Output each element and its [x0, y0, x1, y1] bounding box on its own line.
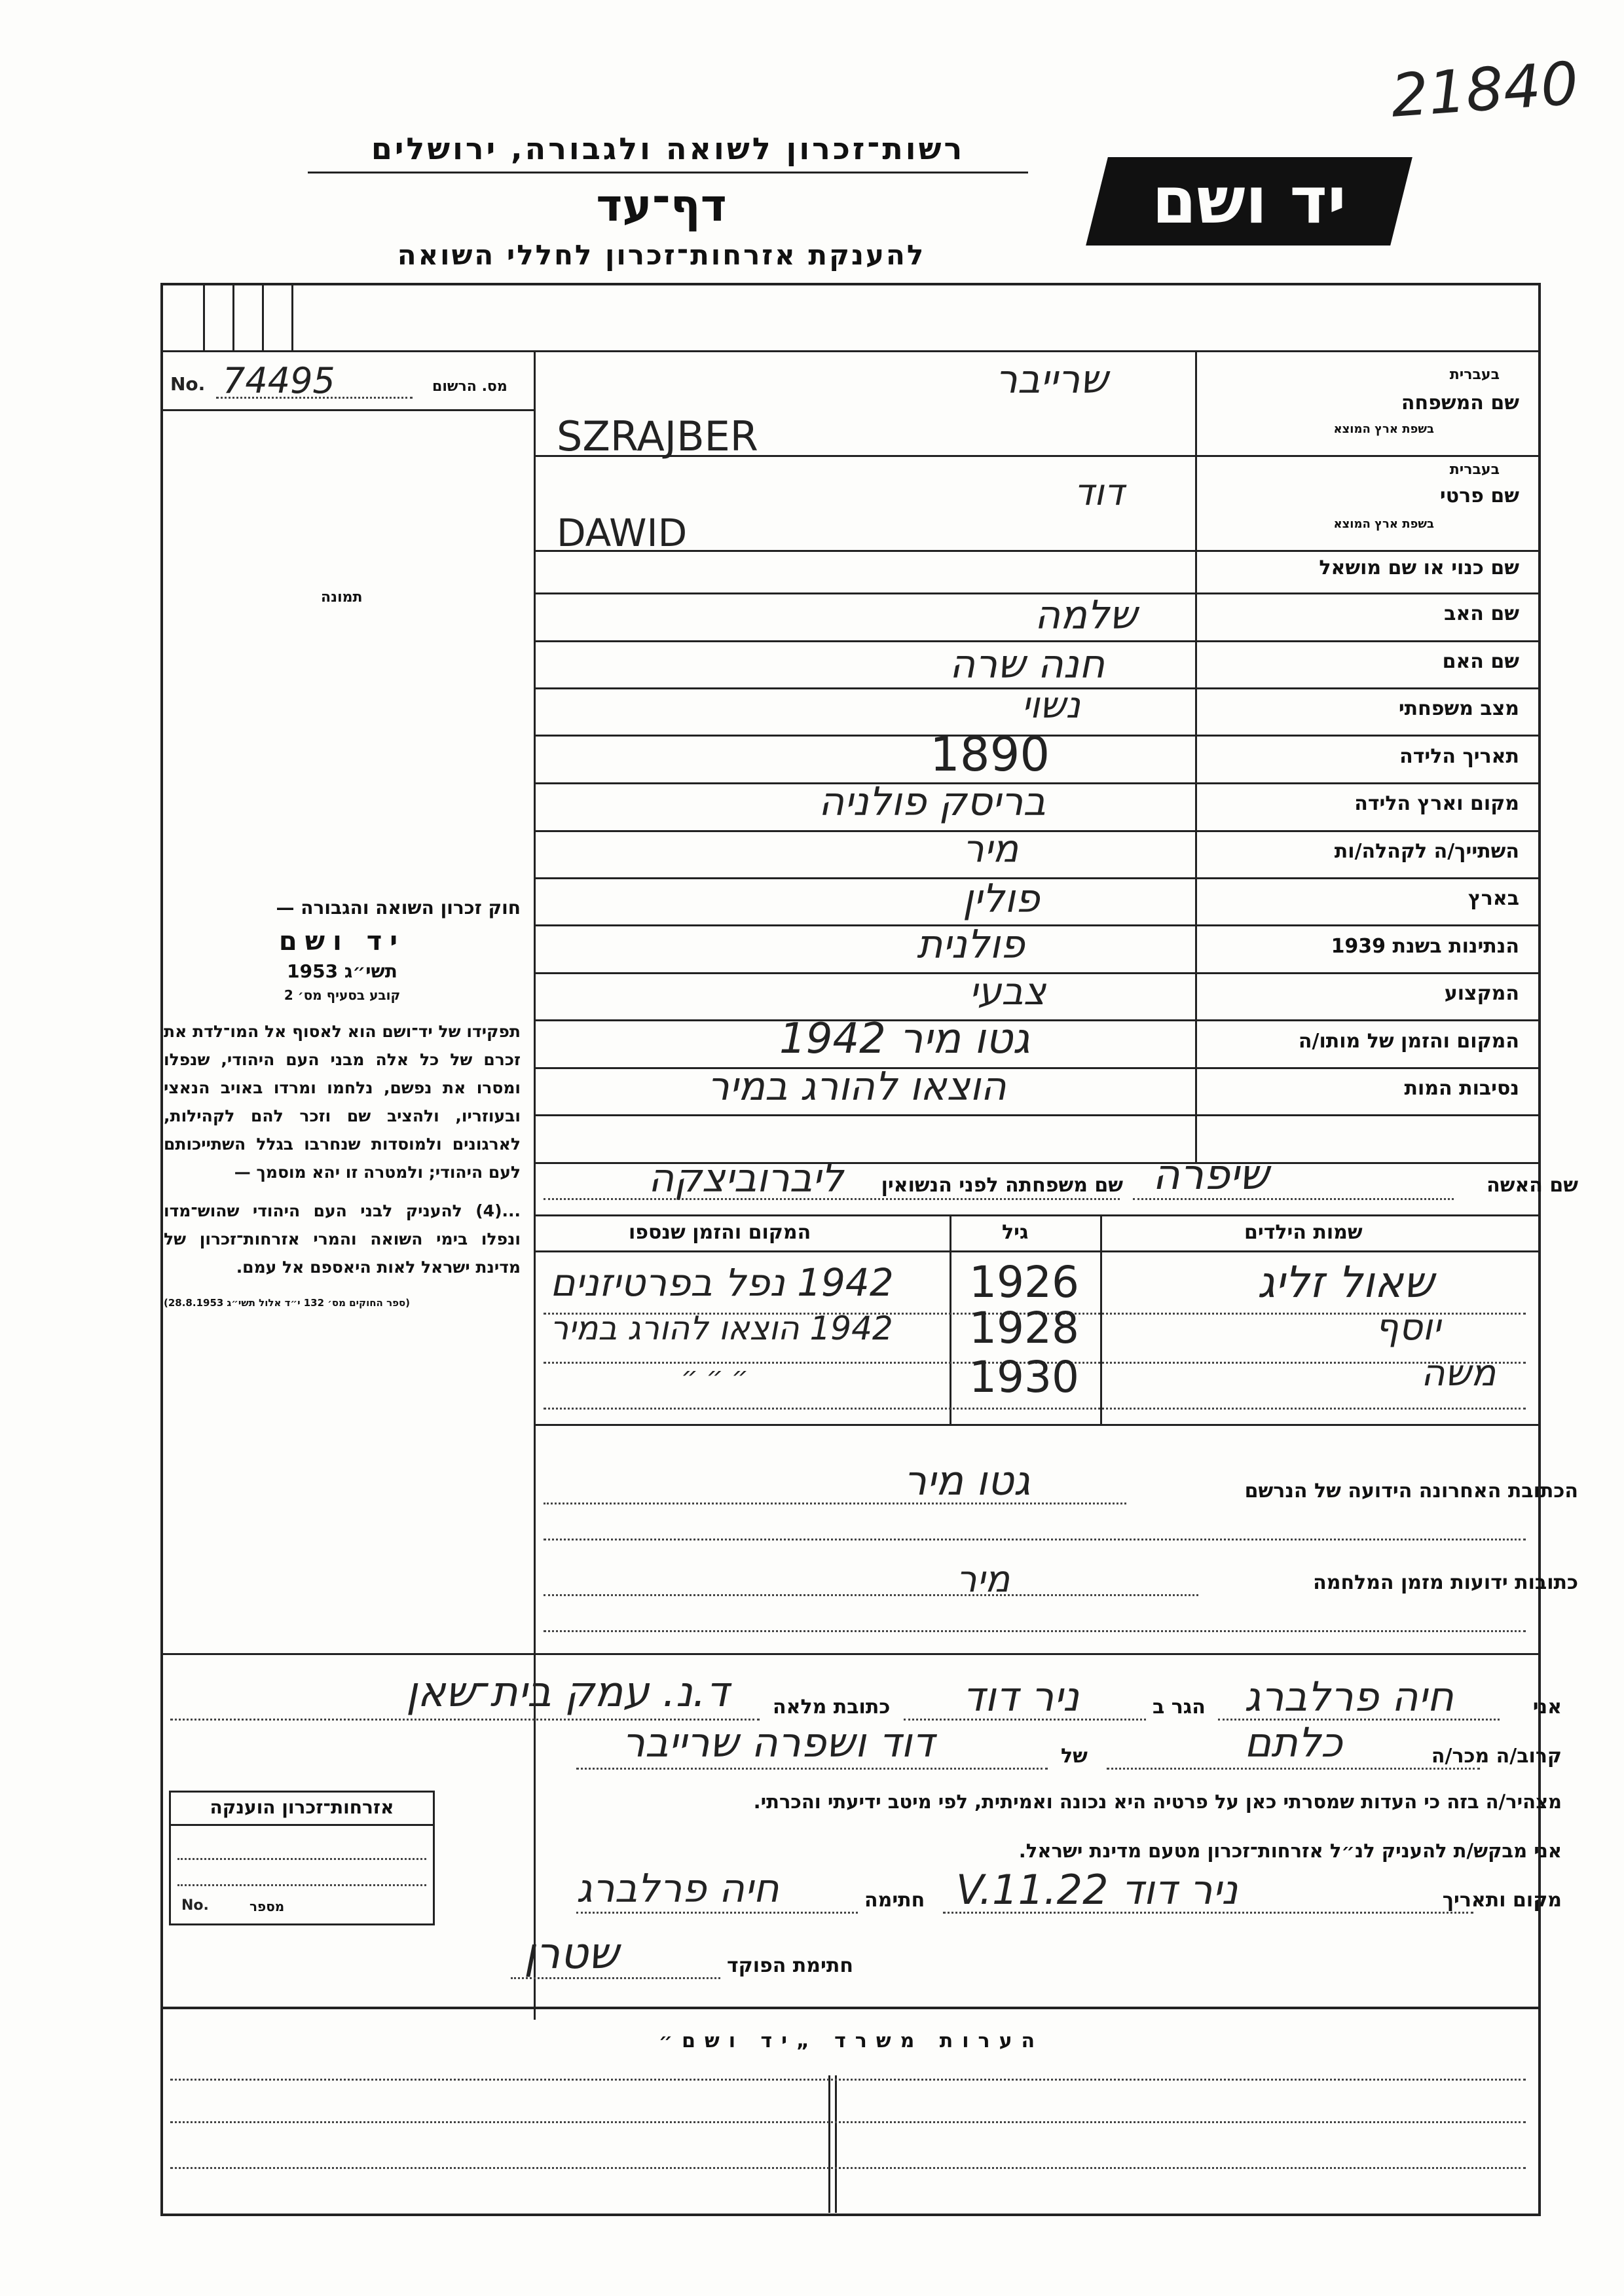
maiden-name-label: שם משפחתה לפני הנשואין	[881, 1174, 1123, 1197]
officer-signature: שטרן	[524, 1928, 619, 1978]
logo-text: יד ושם	[1152, 164, 1346, 238]
law-text-2: ...(4) להעניק לבני העם היהודי שהוש־מדו ונפלו בימי השואה והמרי אזרחות־זכרון של מדינת ישראל לאות היאספם אל עמם.	[164, 1201, 521, 1277]
birthplace-value: בריסק פולניה	[819, 779, 1046, 825]
signature-label: חתימה	[864, 1889, 925, 1912]
death-place-value: גטו מיר 1942	[779, 1015, 1030, 1063]
officer-signature-label: חתימת הפוקד	[727, 1954, 853, 1977]
form-title: דף־עד	[596, 180, 727, 232]
citizenship-no-label: No.	[181, 1897, 209, 1914]
profession-label: המקצוע	[1444, 982, 1519, 1005]
relation-label: קרוב/ה מכר/ה	[1431, 1745, 1562, 1768]
child-year-2: 1928	[969, 1303, 1079, 1353]
first-name-latin: DAWID	[557, 511, 688, 555]
children-names-header: שמות הילדים	[1244, 1221, 1363, 1244]
child-place-1: 1942 נפל בפרטיזנים	[550, 1260, 894, 1305]
registration-label: מס. הרשום	[432, 378, 507, 395]
photo-label: תמונה	[321, 589, 363, 606]
community-label: השתייך/ה לקהלה/ות	[1334, 840, 1519, 863]
declaration-text: מצהיר/ה בזה כי העדות שמסרתי כאן על פרטיה היא נכונה ואמיתית, לפי מיטב ידיעתי והכרתי.	[753, 1791, 1562, 1813]
death-place-label: המקום והזמן של מותו/ה	[1298, 1030, 1519, 1053]
relation-value: כלתם	[1244, 1719, 1342, 1766]
law-source: (ספר החוקים מס׳ 132 י״ד אלול תשי״ג 28.8.1953)	[164, 1297, 411, 1309]
birthplace-label: מקום וארץ הלידה	[1354, 792, 1519, 815]
request-text: אני מבקש/ת להעניק לנ״ל אזרחות־זכרון מטעם מדינת ישראל.	[1018, 1840, 1562, 1862]
death-circumstances-value: הוצאו להורג במיר	[707, 1064, 1006, 1110]
country-label: בארץ	[1467, 887, 1519, 910]
law-block	[164, 897, 521, 1309]
in-hebrew-label-2: בעברית	[1449, 462, 1500, 478]
mother-label: שם האם	[1442, 650, 1519, 673]
child-year-3: 1930	[969, 1352, 1079, 1402]
death-circumstances-label: נסיבות המות	[1404, 1077, 1519, 1100]
birthdate-value: 1890	[930, 727, 1050, 782]
law-text-1: תפקידו של יד־ושם הוא לאסוף אל המו־לדת את זכרם של כל אלה מבני העם היהודי, שנפלו ומסרו את נפשם, נלחמו ומרדו באויב הנאצי ובעוזריו, ולהציב שם וזכר להם לקהילות, לארגונים ולמוסדות שנחרבו בגלל השתייכותם לעם היהודי; ולמטרה זו יהא מוסמך —	[164, 1022, 521, 1182]
first-name-label: שם פרטי	[1439, 484, 1519, 507]
birthdate-label: תאריך הלידה	[1399, 745, 1519, 768]
children-age-header: גיל	[1002, 1221, 1029, 1244]
children-place-header: המקום והזמן שנספו	[629, 1221, 811, 1244]
registration-row	[170, 360, 534, 406]
resides-label: הגר ב	[1153, 1696, 1206, 1719]
child-year-1: 1926	[969, 1257, 1079, 1307]
authority-title: רשות־זכרון לשואה ולגבורה, ירושלים	[371, 131, 965, 166]
registration-number: 74495	[223, 360, 335, 401]
citizenship-granted-box	[169, 1791, 435, 1925]
wife-value: שיפרה	[1153, 1151, 1269, 1199]
country-language-label-2: בשפת ארץ המוצא	[1333, 517, 1434, 531]
wife-label: שם האשה	[1486, 1174, 1578, 1197]
of-value: דוד ושפרה שרייבר	[622, 1719, 934, 1766]
in-hebrew-label-1: בעברית	[1449, 367, 1500, 383]
maiden-name-value: ליברוביצקה	[648, 1156, 843, 1201]
child-name-3: משה	[1421, 1352, 1496, 1394]
family-name-label: שם המשפחה	[1401, 392, 1519, 414]
last-address-label: הכתובת האחרונה הידועה של הנרשם	[1244, 1480, 1578, 1503]
father-label: שם האב	[1444, 602, 1519, 625]
marital-status-label: מצב משפחתי	[1398, 697, 1519, 720]
archive-number: 21840	[1388, 49, 1581, 131]
full-address-value: ד.נ. עמק בית־שאן	[406, 1668, 729, 1717]
place-date-value: ניר דוד 22.V.11	[956, 1866, 1238, 1914]
child-place-2: 1942 הוצאו להורג במיר	[550, 1309, 893, 1347]
family-name-hebrew: שרייבר	[995, 357, 1108, 403]
declarant-signature: חיה פרלברג	[576, 1866, 779, 1912]
citizenship-1939-value: פולנית	[917, 922, 1025, 968]
law-year: תשי״ג 1953	[287, 960, 397, 982]
full-address-label: כתובת מלאה	[773, 1696, 891, 1719]
war-addresses-label: כתובות ידועות מזמן המלחמה	[1313, 1571, 1578, 1594]
yad-vashem-logo	[1086, 157, 1412, 246]
office-notes-header: הערות משרד „יד ושם״	[658, 2030, 1044, 2052]
place-date-label: מקום ותאריך	[1442, 1889, 1562, 1912]
declarant-i-label: אני	[1532, 1696, 1562, 1719]
registration-no-label: No.	[170, 373, 206, 395]
child-place-3: ״ ״ ״	[681, 1362, 748, 1392]
resides-value: ניר דוד	[963, 1673, 1079, 1721]
family-name-latin: SZRAJBER	[557, 412, 758, 460]
father-value: שלמה	[1035, 592, 1137, 638]
first-name-hebrew: דוד	[1074, 471, 1124, 514]
community-value: מיר	[963, 826, 1019, 871]
citizenship-1939-label: הנתינות בשנת 1939	[1331, 935, 1519, 958]
mother-value: חנה שרה	[950, 642, 1105, 687]
of-label: של	[1061, 1745, 1088, 1768]
child-name-2: יוסף	[1375, 1306, 1441, 1349]
declarant-name: חיה פרלברג	[1244, 1673, 1454, 1721]
last-address-value: גטו מיר	[904, 1457, 1031, 1504]
country-language-label-1: בשפת ארץ המוצא	[1333, 422, 1434, 436]
nickname-label: שם כנוי או שם מושאל	[1319, 556, 1519, 579]
law-clause: קובע בסעיף מס׳ 2	[284, 987, 401, 1003]
law-title: חוק זכרון השואה והגבורה —	[276, 897, 521, 919]
marital-status-value: נשוי	[1022, 684, 1080, 727]
war-addresses-value: מיר	[956, 1558, 1010, 1601]
citizenship-granted-title: אזרחות־זכרון הוענקה	[210, 1796, 394, 1818]
country-value: פולין	[963, 876, 1040, 922]
law-name: יד ושם	[278, 926, 406, 957]
profession-value: צבעי	[969, 969, 1046, 1013]
child-name-1: שאול זליג	[1257, 1257, 1434, 1307]
form-subtitle: להענקת אזרחות־זכרון לחללי השואה	[397, 239, 926, 271]
citizenship-number-label: מספר	[249, 1899, 285, 1914]
